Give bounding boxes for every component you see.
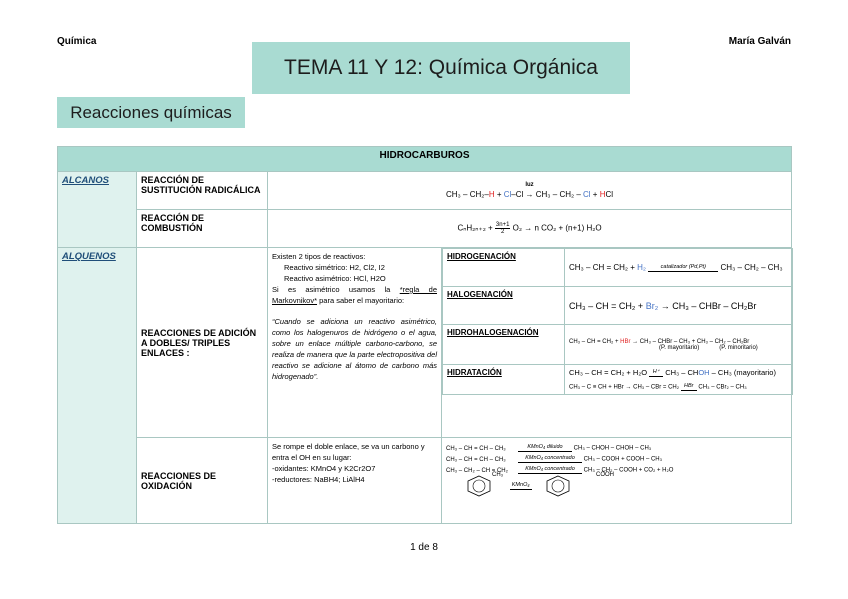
equation-halogenacion bbox=[565, 287, 793, 325]
note-text: Si es asimétrico usamos la bbox=[272, 285, 400, 294]
subreaction-hidrohalogenacion: HIDROHALOGENACIÓN bbox=[443, 325, 565, 365]
markovnikov-quote: “Cuando se adiciona un reactivo asimétrico, como los halogenuros de hidrógeno o el agua, sobre un enlace múltiple carbono-carbono, se realiza de manera que la parte electropositiva del reactivo se adicione al átomo de carbono más hidrogenado”. bbox=[272, 317, 437, 381]
subreaction-table bbox=[442, 248, 793, 395]
subreaction-hidratacion: HIDRATACIÓN bbox=[443, 365, 565, 395]
subreaction-halogenacion: HALOGENACIÓN bbox=[443, 287, 565, 325]
reaction-substitution: REACCIÓN DE SUSTITUCIÓN RADICÁLICA bbox=[137, 172, 268, 210]
substituent-label: COOH bbox=[596, 472, 614, 478]
eq-chlorine: Cl bbox=[503, 190, 512, 199]
arrow-label: H⁺ bbox=[652, 369, 660, 376]
note-line: -oxidantes: KMnO4 y K2Cr2O7 bbox=[272, 464, 376, 473]
author-label: María Galván bbox=[728, 36, 791, 47]
eq-text: CₙH₂ₙ₊₂ + bbox=[457, 223, 495, 233]
eq-chlorine: Cl bbox=[583, 190, 591, 199]
eq-text: + bbox=[590, 190, 600, 199]
arrow-label: KMnO₄ concentrado bbox=[525, 466, 575, 472]
fraction bbox=[495, 222, 511, 235]
label-major: (P. mayoritario) bbox=[659, 344, 700, 351]
category-alcanos: ALCANOS bbox=[58, 172, 137, 248]
equation-substitution bbox=[268, 172, 792, 210]
eq-text: CH₃ – CH = CH – CH₃ bbox=[446, 445, 506, 452]
toluene-ring-icon bbox=[466, 475, 492, 497]
eq-text: → CH₃ – CHBr – CH₂Br bbox=[658, 300, 757, 311]
eq-text: Cl bbox=[605, 190, 614, 199]
eq-text: CH₃ – CH = CH₂ + bbox=[569, 263, 638, 272]
eq-text: CH₃ – CH₂ – COOH + CO₂ + H₂O bbox=[583, 467, 674, 474]
hydrocarbons-table bbox=[57, 146, 792, 524]
oxidation-notes bbox=[268, 438, 442, 524]
fraction-denominator: 2 bbox=[501, 229, 505, 235]
note-line: Reactivo asimétrico: HCl, H2O bbox=[284, 274, 386, 283]
reaction-addition: REACCIONES DE ADICIÓN A DOBLES/ TRIPLES ENLACES : bbox=[137, 248, 268, 438]
eq-text: – CH₃ (mayoritario) bbox=[709, 368, 776, 377]
note-line: Se rompe el doble enlace, se va un carbono y entra el OH en su lugar: bbox=[272, 442, 425, 462]
page-number: 1 de 8 bbox=[410, 542, 438, 553]
eq-reagent: H₂ bbox=[637, 263, 647, 272]
arrow-label: KMnO₄ diluido bbox=[527, 444, 563, 450]
eq-text: CH₃ – CBr₂ – CH₃ bbox=[698, 384, 747, 391]
oxidation-equations bbox=[442, 438, 792, 524]
table-heading: HIDROCARBUROS bbox=[58, 147, 792, 172]
addition-subreactions bbox=[442, 248, 792, 438]
fraction-numerator: 3n+1 bbox=[495, 222, 510, 228]
eq-hydrogen: H bbox=[599, 190, 606, 199]
category-alquenos: ALQUENOS bbox=[58, 248, 137, 524]
eq-text: CH₃ – CH₂– bbox=[445, 190, 489, 199]
equation-combustion bbox=[268, 210, 792, 248]
eq-text: CH₃ – CH = CH₂ + H₂O bbox=[569, 368, 648, 377]
section-title: Reacciones químicas bbox=[57, 97, 245, 128]
note-line: Reactivo simétrico: H2, Cl2, I2 bbox=[284, 263, 385, 272]
eq-text: → CH₃ – CHBr – CH₃ + CH₃ – CH₂ – CH₂Br bbox=[630, 338, 750, 345]
note-text: para saber el mayoritario: bbox=[317, 296, 405, 305]
equation-hidrohalogenacion bbox=[565, 325, 793, 365]
eq-hydrogen: H bbox=[488, 190, 495, 199]
eq-text: CH₃ – CH = CH₂ + bbox=[569, 300, 646, 311]
equation-hidrogenacion bbox=[565, 249, 793, 287]
note-line: Existen 2 tipos de reactivos: bbox=[272, 252, 366, 261]
label-minor: (P. minoritario) bbox=[719, 344, 758, 351]
equation-hidratacion bbox=[565, 365, 793, 395]
eq-text: CH₃ – CH = CH₂ + bbox=[569, 338, 621, 345]
subreaction-hidrogenacion: HIDROGENACIÓN bbox=[443, 249, 565, 287]
subject-label: Química bbox=[57, 36, 97, 47]
reaction-combustion: REACCIÓN DE COMBUSTIÓN bbox=[137, 210, 268, 248]
eq-text: + bbox=[494, 190, 504, 199]
condition-label: luz bbox=[525, 182, 534, 188]
eq-text: CH₃ – C ≡ CH + HBr → CH₃ – CBr = CH₂ bbox=[569, 384, 680, 391]
markovnikov-rule: *regla de Markovnikov* bbox=[272, 285, 437, 305]
arrow-label: HBr bbox=[684, 383, 694, 390]
benzoic-acid-ring-icon bbox=[545, 475, 571, 497]
eq-reagent: HBr bbox=[620, 338, 631, 345]
reaction-oxidation: REACCIONES DE OXIDACIÓN bbox=[137, 438, 268, 524]
eq-text: O₂ → n CO₂ + (n+1) H₂O bbox=[512, 223, 602, 233]
eq-text: CH₃ – CH bbox=[663, 368, 699, 377]
eq-text: CH₃ – COOH + COOH – CH₃ bbox=[583, 456, 663, 463]
arrow-label: catalizador (Pd,Pt) bbox=[660, 263, 706, 270]
arrow-label: KMnO₄ bbox=[511, 482, 530, 488]
arrow-label: KMnO₄ concentrado bbox=[525, 455, 575, 461]
substituent-label: CH₃ bbox=[492, 472, 504, 478]
page-title: TEMA 11 Y 12: Química Orgánica bbox=[252, 42, 630, 94]
eq-text: –Cl → CH₃ – CH₂ – bbox=[511, 190, 583, 199]
addition-notes bbox=[268, 248, 442, 438]
note-line: -reductores: NaBH4; LiAlH4 bbox=[272, 475, 365, 484]
eq-text: CH₃ – CHOH – CHOH – CH₃ bbox=[573, 445, 652, 452]
eq-text: CH₃ – CH₂ – CH₃ bbox=[720, 263, 783, 272]
eq-reagent: Br₂ bbox=[645, 300, 659, 311]
eq-text: CH₃ – CH₂ – CH = CH₂ bbox=[446, 467, 508, 474]
eq-text: CH₃ – CH = CH – CH₃ bbox=[446, 456, 506, 463]
eq-hydroxyl: OH bbox=[698, 368, 710, 377]
